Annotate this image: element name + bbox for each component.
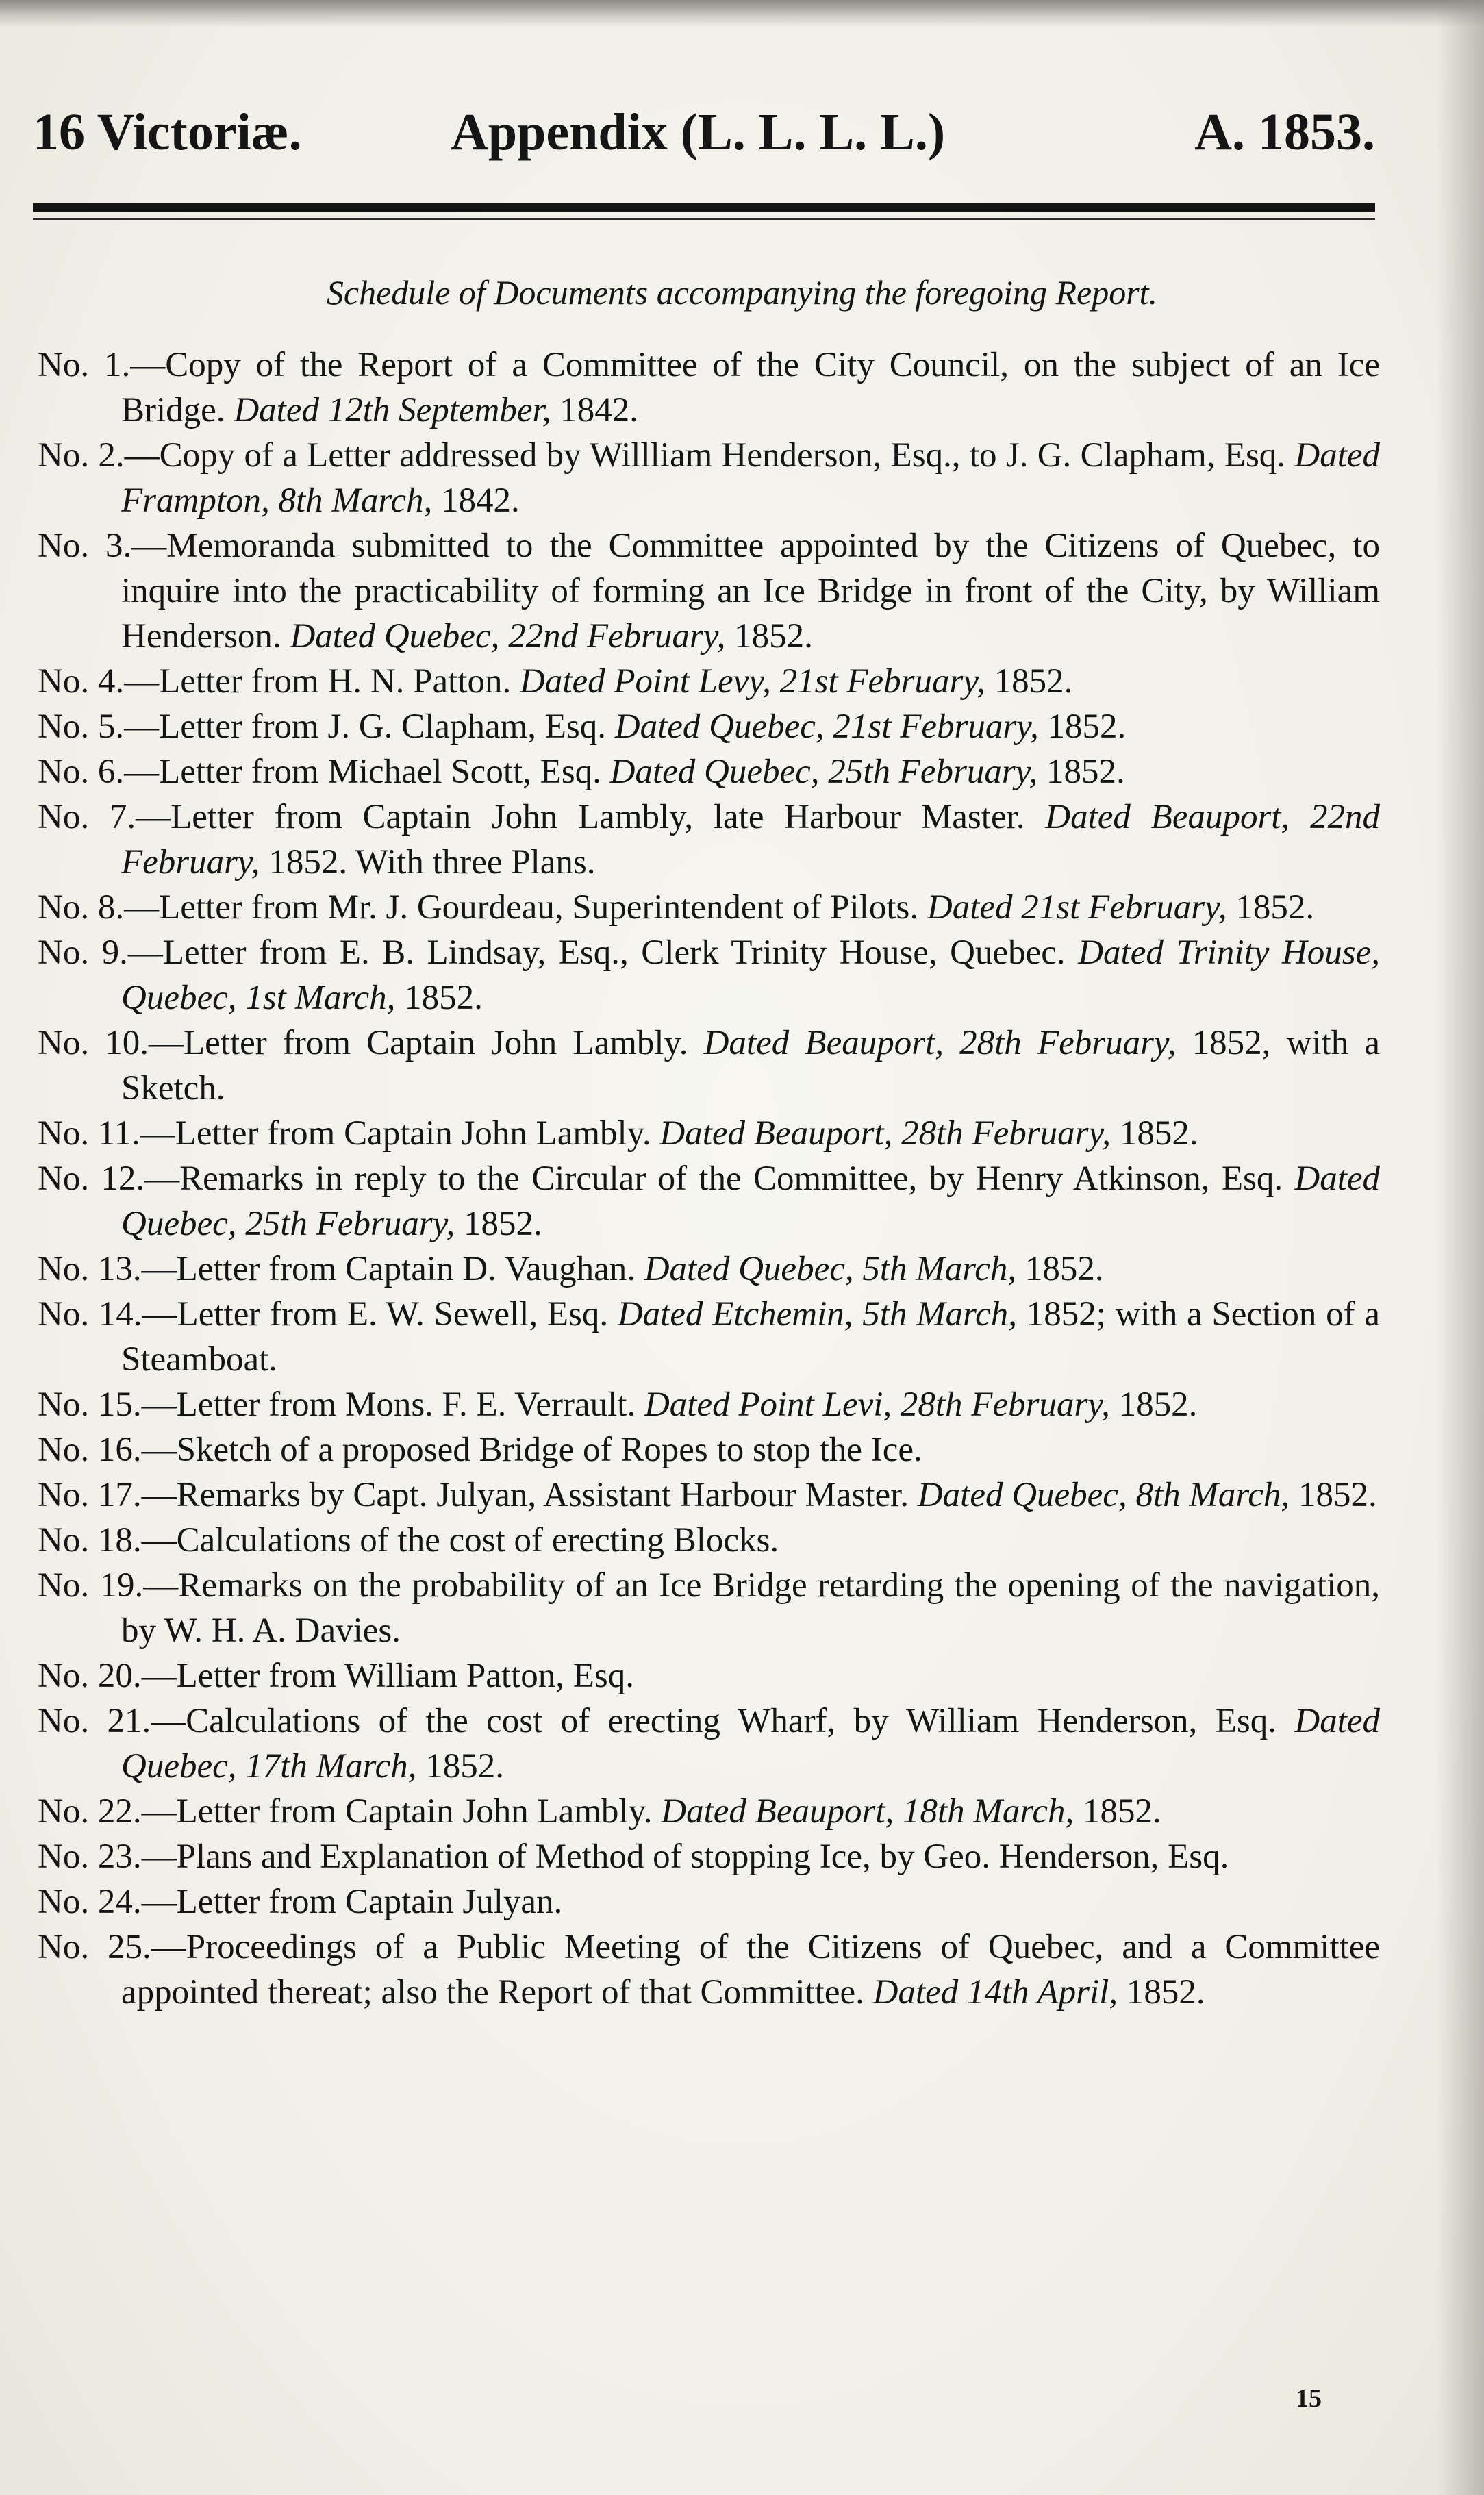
list-item: No. 15.—Letter from Mons. F. E. Verrault. Dated Point Levi, 28th February, 1852. [38, 1386, 1198, 1424]
running-header [33, 103, 1375, 178]
list-item: No. 2.—Copy of a Letter addressed by Willliam Henderson, Esq., to J. G. Clapham, Esq. Dated Frampton, 8th March, 1842. [38, 436, 1380, 520]
list-item: No. 18.—Calculations of the cost of erecting Blocks. [38, 1521, 779, 1559]
schedule-title: Schedule of Documents accompanying the foregoing Report. [326, 273, 1158, 312]
list-item: No. 10.—Letter from Captain John Lambly. Dated Beauport, 28th February, 1852, with a Sketch. [38, 1024, 1381, 1107]
list-item: No. 17.—Remarks by Capt. Julyan, Assistant Harbour Master. Dated Quebec, 8th March, 1852. [38, 1476, 1377, 1514]
document-list [38, 342, 1380, 2015]
folio-number: 15 [1296, 2384, 1322, 2413]
list-item: No. 20.—Letter from William Patton, Esq. [38, 1657, 634, 1695]
list-item: No. 9.—Letter from E. B. Lindsay, Esq., Clerk Trinity House, Quebec. Dated Trinity House, Quebec, 1st March, 1852. [38, 933, 1380, 1017]
list-item: No. 11.—Letter from Captain John Lambly. Dated Beauport, 28th February, 1852. [38, 1114, 1198, 1153]
list-item: No. 1.—Copy of the Report of a Committee of the City Council, on the subject of an Ice Bridge. Dated 12th September, 1842. [38, 346, 1380, 429]
list-item: No. 22.—Letter from Captain John Lambly. Dated Beauport, 18th March, 1852. [38, 1792, 1161, 1831]
header-year: A. 1853. [1194, 103, 1375, 161]
header-rule-thick [33, 203, 1375, 212]
list-item: No. 24.—Letter from Captain Julyan. [38, 1883, 563, 1921]
scan-top-edge [0, 0, 1484, 27]
header-appendix: Appendix (L. L. L. L.) [451, 103, 946, 161]
list-item: No. 5.—Letter from J. G. Clapham, Esq. Dated Quebec, 21st February, 1852. [38, 707, 1127, 746]
list-item: No. 21.—Calculations of the cost of erecting Wharf, by William Henderson, Esq. Dated Quebec, 17th March, 1852. [38, 1702, 1381, 1785]
list-item: No. 6.—Letter from Michael Scott, Esq. Dated Quebec, 25th February, 1852. [38, 753, 1125, 791]
list-item: No. 4.—Letter from H. N. Patton. Dated Point Levy, 21st February, 1852. [38, 662, 1073, 701]
header-rule-thin [33, 218, 1375, 220]
list-item: No. 25.—Proceedings of a Public Meeting of the Citizens of Quebec, and a Committee appointed thereat; also the Report of that Committee. Dated 14th April, 1852. [38, 1928, 1380, 2011]
list-item: No. 12.—Remarks in reply to the Circular of the Committee, by Henry Atkinson, Esq. Dated Quebec, 25th February, 1852. [38, 1159, 1380, 1243]
list-item: No. 23.—Plans and Explanation of Method of stopping Ice, by Geo. Henderson, Esq. [38, 1838, 1229, 1876]
list-item: No. 7.—Letter from Captain John Lambly, late Harbour Master. Dated Beauport, 22nd February, 1852. With three Plans. [38, 798, 1380, 881]
list-item: No. 13.—Letter from Captain D. Vaughan. Dated Quebec, 5th March, 1852. [38, 1250, 1104, 1288]
list-item: No. 3.—Memoranda submitted to the Committee appointed by the Citizens of Quebec, to inquire into the practicability of forming an Ice Bridge in front of the City, by William Henderson. Dated Quebec, 22nd February, 1852. [38, 527, 1380, 655]
scan-right-edge [1436, 0, 1484, 2495]
list-item: No. 16.—Sketch of a proposed Bridge of Ropes to stop the Ice. [38, 1431, 922, 1469]
list-item: No. 19.—Remarks on the probability of an Ice Bridge retarding the opening of the navigation, by W. H. A. Davies. [38, 1566, 1380, 1650]
list-item: No. 8.—Letter from Mr. J. Gourdeau, Superintendent of Pilots. Dated 21st February, 1852. [38, 888, 1315, 927]
header-regnal-year: 16 Victoriæ. [33, 103, 302, 161]
list-item: No. 14.—Letter from E. W. Sewell, Esq. Dated Etchemin, 5th March, 1852; with a Section of a Steamboat. [38, 1295, 1380, 1379]
